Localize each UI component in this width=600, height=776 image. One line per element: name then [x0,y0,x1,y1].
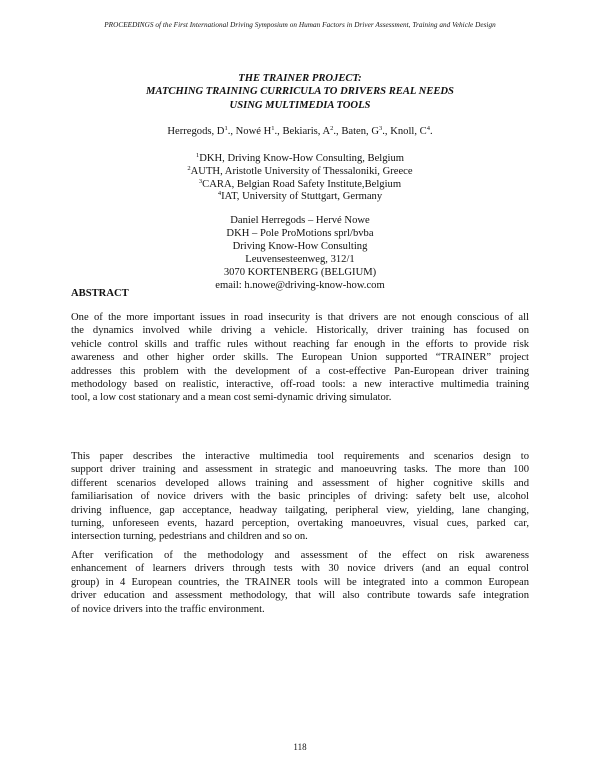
text-line: This paper describes the interactive multimedia tool requirements and scenarios design to [71,451,529,462]
affiliation-list [0,153,600,204]
affiliation [0,166,600,179]
contact-line: 3070 KORTENBERG (BELGIUM) [223,266,377,278]
text-line: familiarisation of novice drivers with the basic principles of driving: safety belt use, alcohol [71,491,529,503]
text-line: One of the more important issues in road insecurity is that drivers are not enough conscious of all [71,312,529,323]
text-line: vehicle control skills and traffic rules without reaching far enough in the efforts to provide risk [71,338,529,350]
text-line: of novice drivers into the traffic environment. [71,603,265,615]
author-name: Bekiaris, A [282,126,331,137]
author-affiliation-mark: 4 [426,125,430,132]
affiliation-text: AUTH, Aristotle University of Thessaloniki, Greece [190,165,413,177]
affiliation-text: IAT, University of Stuttgart, Germany [221,191,383,203]
text-line: addresses this problem with the development of a cost-effective Pan-European driver training [71,365,529,377]
page-number: 118 [293,742,307,752]
abstract-paragraph [71,311,529,405]
author-separator: ., [274,126,283,137]
contact-line: Driving Know-How Consulting [232,240,368,252]
title-line: USING MULTIMEDIA TOOLS [229,99,371,111]
paper-title [0,72,600,112]
text-line: awareness and other higher order skills. The European Union supported “TRAINER” project [71,352,529,364]
affiliation-mark: 2 [187,164,191,172]
author-affiliation-mark: 1 [271,125,275,132]
contact-block [0,215,600,292]
affiliation [0,153,600,166]
author-name: Herregods, D [167,126,225,137]
title-line: THE TRAINER PROJECT: [238,73,362,84]
text-line: driver education and assessment methodology, that will also contribute towards safe integration [71,590,529,602]
author-affiliation-mark: 3 [379,125,383,132]
text-line: the dynamics involved while driving a vehicle. Historically, driver training has focused on [71,325,529,337]
affiliation-text: CARA, Belgian Road Safety Institute,Belgium [202,178,402,190]
author-separator: ., [227,126,236,137]
affiliation-mark: 1 [195,152,200,159]
author-list [0,126,600,137]
text-line: intersection turning, pedestrians and children and so on. [71,531,308,543]
author-separator: ., [333,126,342,137]
author-name: Baten, G [341,126,380,137]
title-line: MATCHING TRAINING CURRICULA TO DRIVERS REAL NEEDS [146,86,454,98]
contact-line: Leuvensesteenweg, 312/1 [245,253,355,265]
author-affiliation-mark: 2 [330,125,334,132]
affiliation [0,191,600,204]
affiliation-mark: 4 [217,190,222,198]
contact-line: DKH – Pole ProMotions sprl/bvba [226,227,374,239]
author-separator: ., [382,126,391,137]
author-affiliation-mark: 1 [224,125,228,132]
text-line: group) in 4 European countries, the TRAINER tools will be integrated into a common European [71,576,529,588]
affiliation [0,179,600,192]
abstract-paragraph [71,450,529,544]
abstract-heading: ABSTRACT [71,288,129,299]
affiliation-text: DKH, Driving Know-How Consulting, Belgium [199,153,405,164]
text-line: turning, unforeseen events, hazard perception, overtaking manoeuvres, visual cues, parked car, [71,518,529,530]
text-line: different scenarios developed allows training and assessment of higher cognitive skills and [71,477,529,489]
text-line: support driver training and assessment in strategic and manoeuvring tasks. The more than 100 [71,464,529,476]
author-name: Knoll, C [390,126,427,137]
author-separator: . [429,126,433,137]
affiliation-mark: 3 [198,177,203,185]
text-line: driving influence, gap acceptance, headway tailgating, peripheral view, yielding, lane changing, [71,504,529,516]
text-line: After verification of the methodology and assessment of the effect on risk awareness [71,550,529,561]
author-name: Nowé H [235,126,272,137]
abstract-paragraph [71,549,529,616]
contact-email: email: h.nowe@driving-know-how.com [215,279,385,291]
text-line: enhancement of learners drivers through tests with 30 novice drivers (and an equal control [71,563,529,575]
contact-line: Daniel Herregods – Hervé Nowe [230,215,370,226]
text-line: tool, a low cost stationary and a mean cost semi-dynamic driving simulator. [71,392,392,404]
running-header: PROCEEDINGS of the First International Driving Symposium on Human Factors in Driver Assessment, Training and Vehicle Design [104,21,496,29]
text-line: methodology based on realistic, interactive, off-road tools: a new interactive multimedia training [71,379,529,391]
